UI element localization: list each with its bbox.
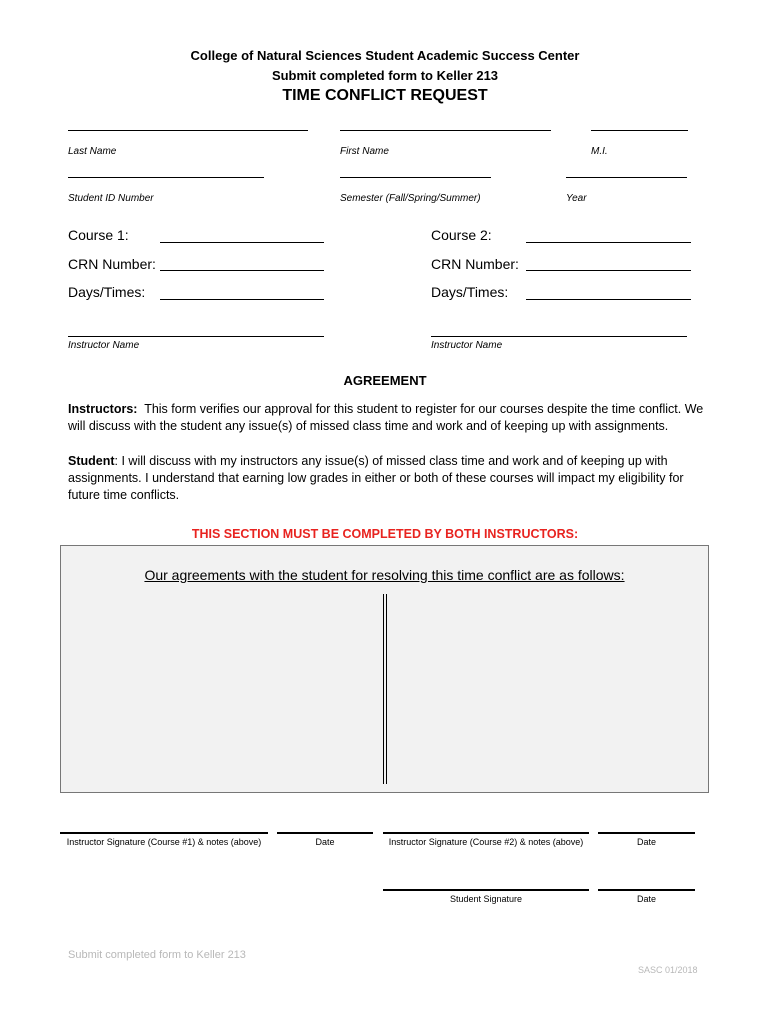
date1-label: Date bbox=[315, 837, 335, 847]
agreement-heading: AGREEMENT bbox=[343, 373, 427, 388]
notes-divider-left bbox=[383, 594, 384, 784]
first-name-field[interactable] bbox=[340, 130, 551, 131]
student-label: Student bbox=[68, 454, 115, 468]
days1-label: Days/Times: bbox=[68, 284, 146, 300]
instructors-text: This form verifies our approval for this student to register for our courses despite the time conflict. We will discuss with the student any issue(s) of missed class time and work and of keeping up with assignments. bbox=[68, 402, 704, 433]
instructor1-name-label: Instructor Name bbox=[68, 340, 140, 351]
days1-field[interactable] bbox=[160, 299, 324, 300]
course1-label: Course 1: bbox=[68, 227, 129, 243]
student-signature-line[interactable] bbox=[383, 889, 589, 891]
mi-field[interactable] bbox=[591, 130, 688, 131]
crn2-field[interactable] bbox=[526, 270, 691, 271]
course1-field[interactable] bbox=[160, 242, 324, 243]
last-name-label: Last Name bbox=[68, 146, 117, 157]
date3-label: Date bbox=[636, 894, 656, 904]
footer-form-code: SASC 01/2018 bbox=[638, 965, 698, 975]
instructor2-signature-line[interactable] bbox=[383, 832, 589, 834]
page-title: TIME CONFLICT REQUEST bbox=[282, 87, 488, 104]
year-field[interactable] bbox=[566, 177, 687, 178]
instructor2-name-field[interactable] bbox=[431, 336, 687, 337]
instructor2-name-label: Instructor Name bbox=[431, 340, 503, 351]
days2-field[interactable] bbox=[526, 299, 691, 300]
crn1-label: CRN Number: bbox=[68, 256, 156, 272]
student-id-field[interactable] bbox=[68, 177, 264, 178]
year-label: Year bbox=[566, 193, 587, 204]
date1-line[interactable] bbox=[277, 832, 373, 834]
college-header: College of Natural Sciences Student Academic Success Center bbox=[190, 48, 580, 63]
first-name-label: First Name bbox=[340, 146, 389, 157]
date2-line[interactable] bbox=[598, 832, 695, 834]
instructors-warning: THIS SECTION MUST BE COMPLETED BY BOTH INSTRUCTORS: bbox=[191, 527, 579, 541]
course2-field[interactable] bbox=[526, 242, 691, 243]
student-paragraph bbox=[68, 453, 708, 504]
semester-field[interactable] bbox=[340, 177, 491, 178]
date2-label: Date bbox=[636, 837, 656, 847]
mi-label: M.I. bbox=[591, 146, 608, 157]
semester-label: Semester (Fall/Spring/Summer) bbox=[340, 193, 481, 204]
instructor1-name-field[interactable] bbox=[68, 336, 324, 337]
crn2-label: CRN Number: bbox=[431, 256, 519, 272]
instructor2-signature-label: Instructor Signature (Course #2) & notes (above) bbox=[388, 837, 584, 847]
footer-submit-note: Submit completed form to Keller 213 bbox=[68, 949, 246, 961]
student-text: : I will discuss with my instructors any issue(s) of missed class time and work and of keeping up with assignments. I understand that earning low grades in either or both of these courses will impact my eligibility for future time conflicts. bbox=[68, 454, 684, 502]
instructor1-signature-line[interactable] bbox=[60, 832, 268, 834]
student-signature-label: Student Signature bbox=[449, 894, 523, 904]
last-name-field[interactable] bbox=[68, 130, 308, 131]
agreement-box-title: Our agreements with the student for resolving this time conflict are as follows: bbox=[144, 567, 625, 583]
date3-line[interactable] bbox=[598, 889, 695, 891]
instructors-label: Instructors: bbox=[68, 402, 138, 416]
notes-divider-right bbox=[386, 594, 387, 784]
crn1-field[interactable] bbox=[160, 270, 324, 271]
course2-label: Course 2: bbox=[431, 227, 492, 243]
student-id-label: Student ID Number bbox=[68, 193, 154, 204]
days2-label: Days/Times: bbox=[431, 284, 509, 300]
instructors-paragraph bbox=[68, 401, 708, 435]
instructor1-signature-label: Instructor Signature (Course #1) & notes (above) bbox=[66, 837, 262, 847]
submit-instruction: Submit completed form to Keller 213 bbox=[271, 68, 499, 83]
